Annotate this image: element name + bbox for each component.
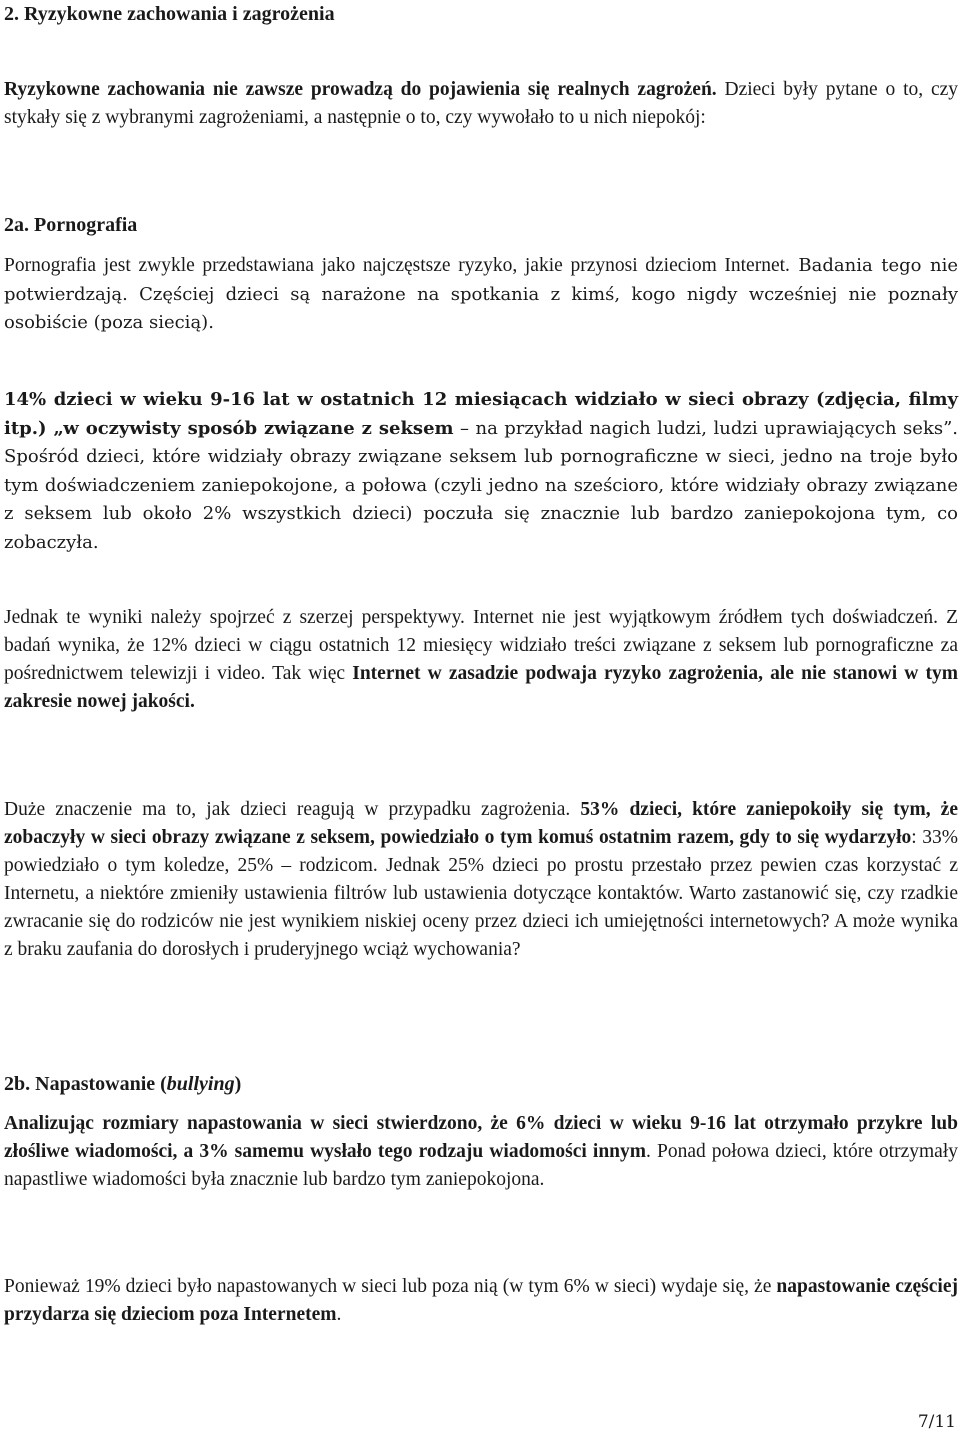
pornography-paragraph-1: [4, 252, 958, 338]
bullying-paragraph-1: [4, 1110, 958, 1194]
pornography-paragraph-2: [4, 386, 958, 557]
bullying-p2-text: Ponieważ 19% dzieci było napastowanych w sieci lub poza nią (w tym 6% w sieci) wydaje się, że: [4, 1276, 777, 1297]
reaction-rest: : 33% powiedziało o tym koledze, 25% – rodzicom. Jednak 25% dzieci po prostu przestało przez pewien czas korzystać z Internetu, a niektóre zmieniły ustawienia filtrów lub ustawienia dotyczące kontaktów. Warto zastanowić się, czy rzadkie zwracanie się do rodziców nie jest wynikiem niskiej oceny przez dzieci ich umiejętności internetowych? A może wynika z braku zaufania do dorosłych i pruderyjnego wciąż wychowania?: [4, 827, 959, 960]
subsection-b-title: [4, 1070, 958, 1098]
bullying-p2-bold: napastowanie częściej przydarza się dzieciom poza Internetem: [4, 1276, 958, 1325]
subsection-b-title-start: 2b. Napastowanie (: [4, 1073, 167, 1095]
intro-paragraph: [4, 76, 958, 132]
pornography-p1-rest: Badania tego nie potwierdzają. Częściej dzieci są narażone na spotkania z kimś, kogo nigdy wcześniej nie poznały osobiście (poza siecią).: [4, 255, 958, 333]
statistic-14-percent: 14% dzieci w wieku 9-16 lat w ostatnich 12 miesiącach widziało w sieci obrazy (zdjęcia, filmy itp.) „w oczywisty sposób związane z seksem: [4, 389, 958, 439]
reaction-bold: 53% dzieci, które zaniepokoiły się tym, że zobaczyły w sieci obrazy związane z seksem, powiedziało o tym komuś ostatnim razem, gdy to się wydarzyło: [4, 799, 958, 848]
pornography-p2-text: – na przykład nagich ludzi, ludzi uprawiających seks”. Spośród dzieci, które widziały obrazy związane seksem lub pornograficzne w sieci, jedno na troje było tym doświadczeniem zaniepokojone, a połowa (czyli jedno na sześcioro, które widziały obrazy związane z seksem lub około 2% wszystkich dzieci) poczuła się znacznie lub bardzo zaniepokojona tym, co zobaczyła.: [4, 417, 959, 553]
reaction-text: Duże znaczenie ma to, jak dzieci reagują w przypadku zagrożenia.: [4, 799, 581, 820]
intro-text: Dzieci były pytane o to, czy stykały się z wybranymi zagrożeniami, a następnie o to, czy wywołało to u nich niepokój:: [4, 79, 959, 128]
intro-bold: Ryzykowne zachowania nie zawsze prowadzą do pojawienia się realnych zagrożeń.: [4, 79, 717, 100]
bullying-paragraph-2: [4, 1273, 958, 1329]
perspective-paragraph: [4, 604, 958, 716]
subsection-b-title-italic: bullying: [166, 1073, 235, 1095]
bullying-p2-end: .: [336, 1304, 342, 1325]
pornography-p1-serif: Pornografia jest zwykle przedstawiana jako najczęstsze ryzyko, jakie przynosi dzieciom Internet.: [4, 255, 790, 276]
page-number: 7/11: [917, 1412, 956, 1432]
bullying-statistic: Analizując rozmiary napastowania w sieci stwierdzono, że 6% dzieci w wieku 9-16 lat otrzymało przykre lub złośliwe wiadomości, a 3% samemu wysłało tego rodzaju wiadomości innym: [4, 1113, 958, 1162]
subsection-a-title: 2a. Pornografia: [4, 214, 138, 236]
perspective-bold: Internet w zasadzie podwaja ryzyko zagrożenia, ale nie stanowi w tym zakresie nowej jakości.: [4, 663, 958, 712]
subsection-b-title-end: ): [234, 1073, 242, 1095]
section-title: 2. Ryzykowne zachowania i zagrożenia: [4, 3, 335, 25]
perspective-text: Jednak te wyniki należy spojrzeć z szerzej perspektywy. Internet nie jest wyjątkowym źródłem tych doświadczeń. Z badań wynika, że 12% dzieci w ciągu ostatnich 12 miesięcy widziało treści związane z seksem lub pornograficzne za pośrednictwem telewizji i video. Tak więc: [4, 607, 958, 684]
reaction-paragraph: [4, 796, 958, 964]
bullying-p1-text: . Ponad połowa dzieci, które otrzymały napastliwe wiadomości była znacznie lub bardzo tym zaniepokojona.: [4, 1141, 958, 1190]
